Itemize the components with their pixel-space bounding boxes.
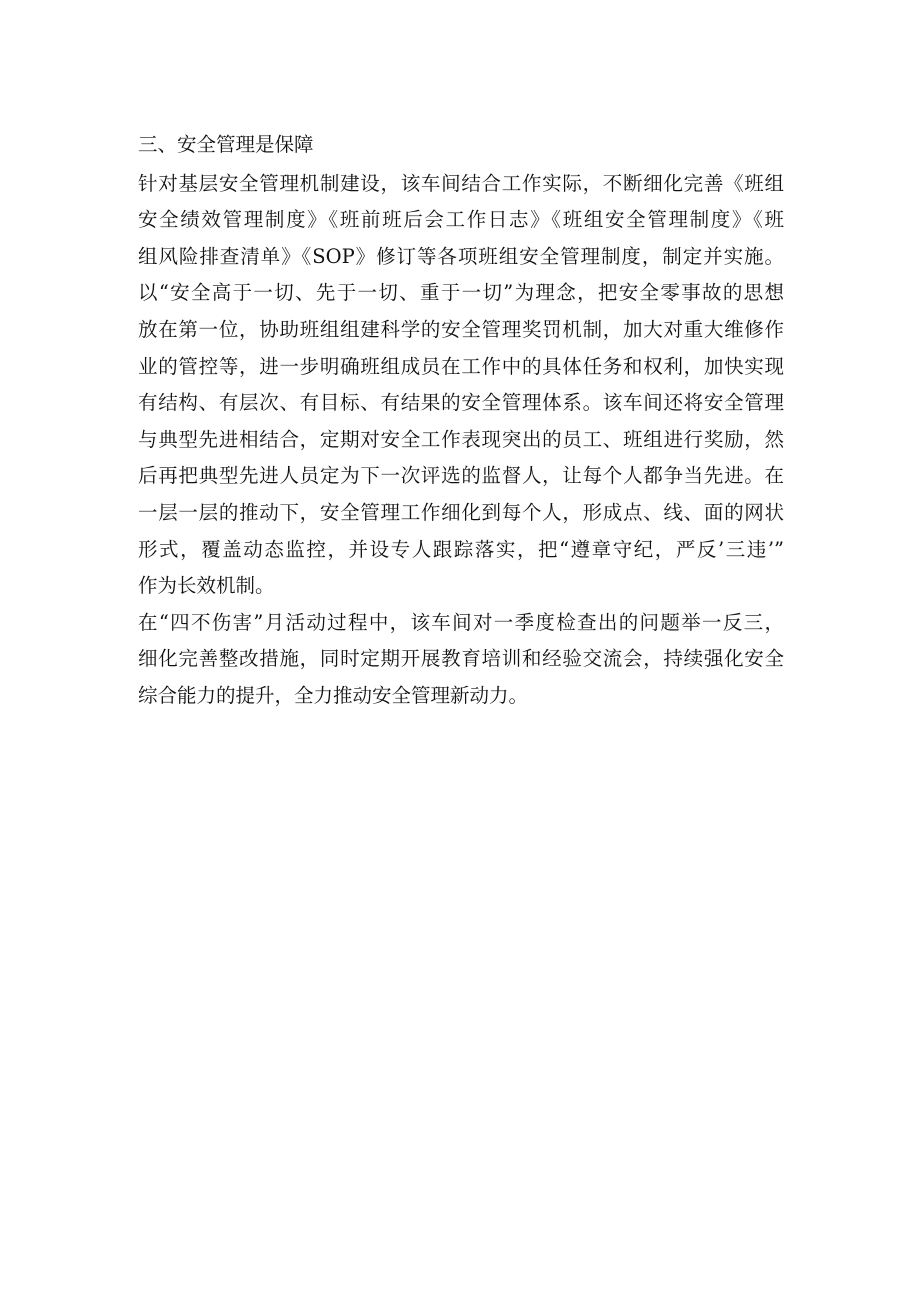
- paragraph-line: 针对基层安全管理机制建设，该车间结合工作实际，不断细化完善《班组: [138, 171, 784, 195]
- paragraph-line: 与典型先进相结合，定期对安全工作表现突出的员工、班组进行奖励，然: [138, 427, 784, 451]
- paragraph-line: 作为长效机制。: [138, 574, 275, 598]
- paragraph-line: 在“四不伤害”月活动过程中，该车间对一季度检查出的问题举一反三，: [138, 610, 784, 634]
- paragraph-line: 形式，覆盖动态监控，并设专人跟踪落实，把“遵章守纪，严反’三违’”: [138, 537, 784, 561]
- section-heading: 三、安全管理是保障: [138, 133, 314, 156]
- paragraph-line: 安全绩效管理制度》《班前班后会工作日志》《班组安全管理制度》《班: [138, 208, 784, 232]
- paragraph-line: 组风险排查清单》《SOP》修订等各项班组安全管理制度，制定并实施。: [138, 244, 784, 268]
- document-body: [138, 127, 784, 715]
- paragraph-line: 业的管控等，进一步明确班组成员在工作中的具体任务和权利，加快实现: [138, 354, 784, 378]
- paragraph-1: [138, 166, 784, 605]
- paragraph-line: 一层一层的推动下，安全管理工作细化到每个人，形成点、线、面的网状: [138, 500, 784, 524]
- paragraph-2: [138, 605, 784, 715]
- paragraph-line: 后再把典型先进人员定为下一次评选的监督人，让每个人都争当先进。在: [138, 464, 784, 488]
- paragraph-line: 放在第一位，协助班组组建科学的安全管理奖罚机制，加大对重大维修作: [138, 317, 784, 341]
- paragraph-line: 以“安全高于一切、先于一切、重于一切”为理念，把安全零事故的思想: [138, 281, 784, 305]
- paragraph-line: 综合能力的提升，全力推动安全管理新动力。: [138, 683, 529, 707]
- paragraph-line: 有结构、有层次、有目标、有结果的安全管理体系。该车间还将安全管理: [138, 391, 784, 415]
- paragraph-line: 细化完善整改措施，同时定期开展教育培训和经验交流会，持续强化安全: [138, 647, 784, 671]
